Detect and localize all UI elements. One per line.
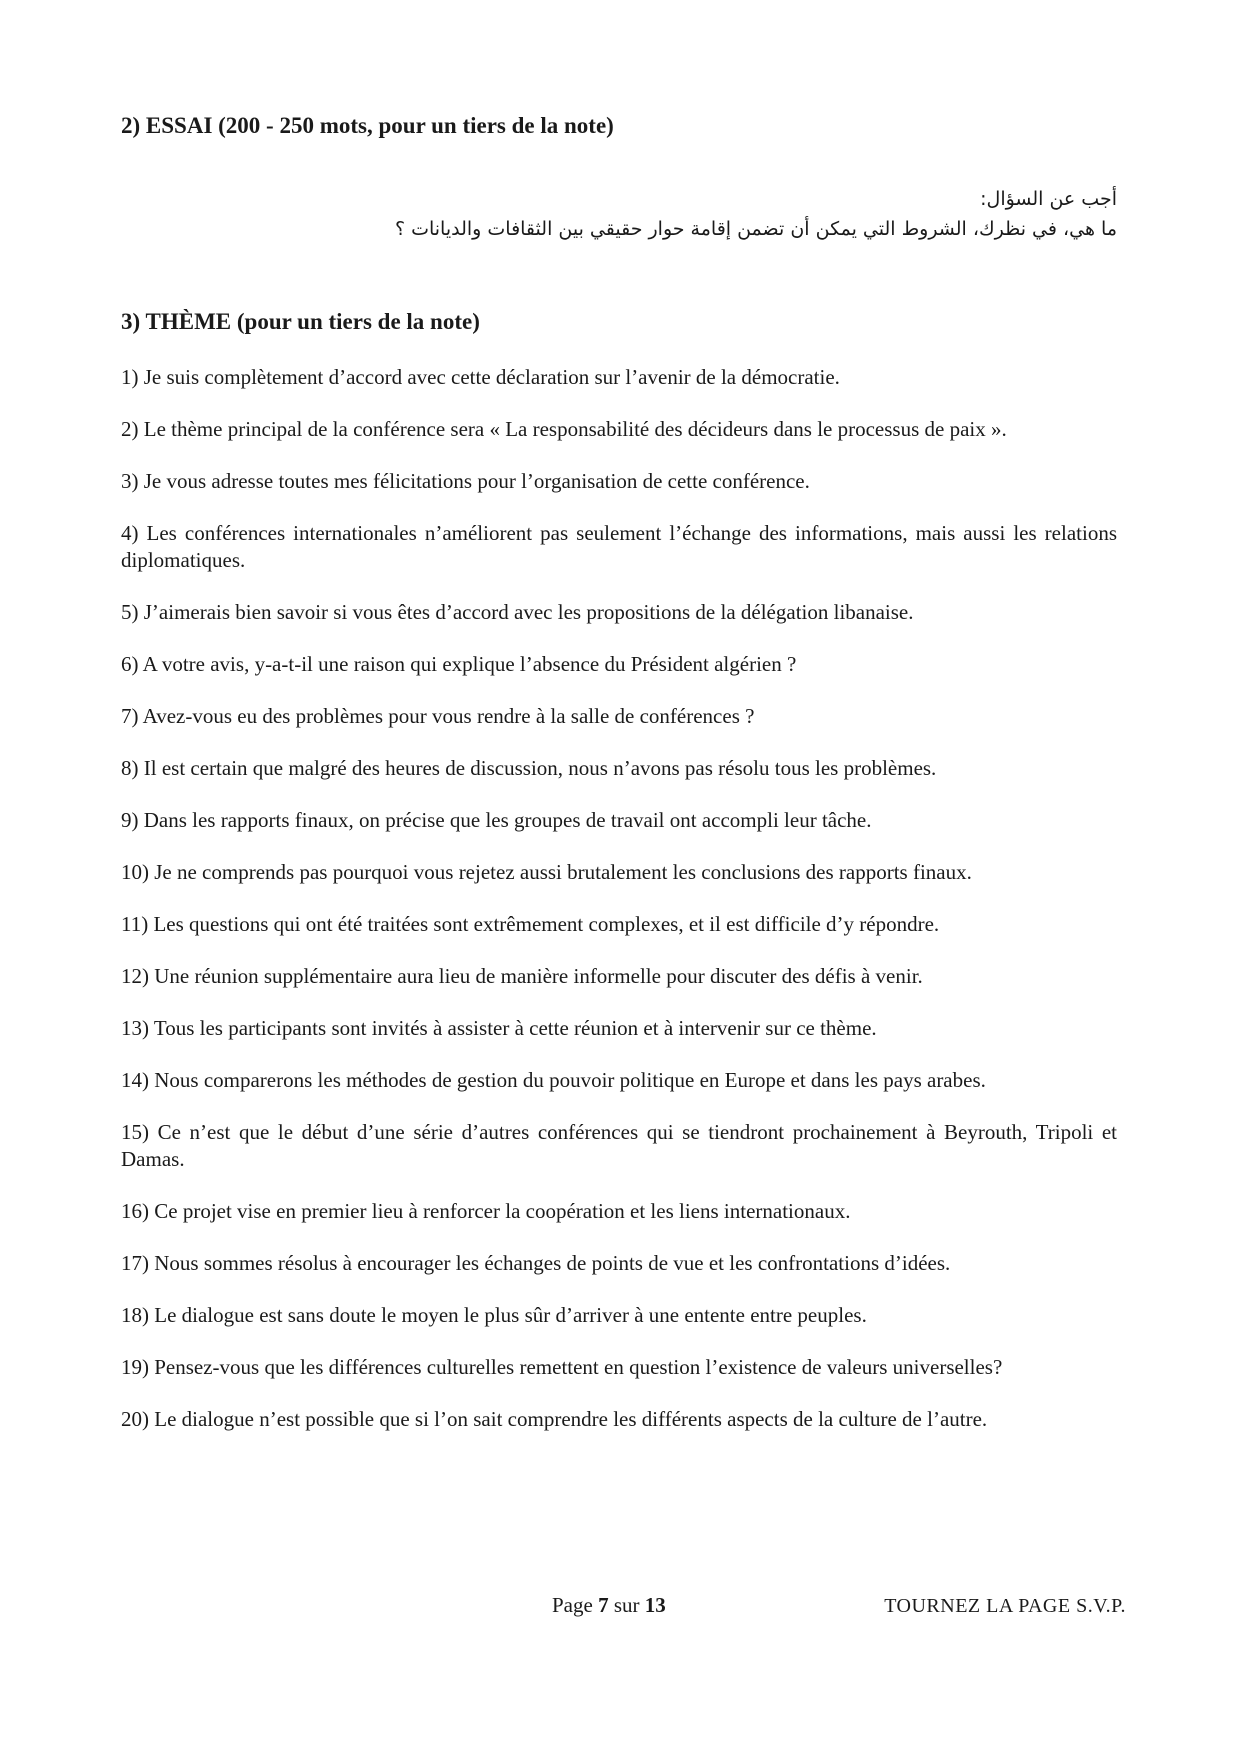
theme-sentence-13: 13) Tous les participants sont invités à assister à cette réunion et à intervenir sur ce thème. bbox=[121, 1016, 877, 1040]
theme-sentence-3: 3) Je vous adresse toutes mes félicitations pour l’organisation de cette conférence. bbox=[121, 469, 810, 493]
page-current: 7 bbox=[598, 1593, 609, 1617]
theme-sentence-16: 16) Ce projet vise en premier lieu à renforcer la coopération et les liens internationaux. bbox=[121, 1199, 851, 1223]
theme-sentence-7: 7) Avez-vous eu des problèmes pour vous rendre à la salle de conférences ? bbox=[121, 704, 755, 728]
theme-sentence-18: 18) Le dialogue est sans doute le moyen le plus sûr d’arriver à une entente entre peuples. bbox=[121, 1303, 867, 1327]
essay-question: ما هي، في نظرك، الشروط التي يمكن أن تضمن إقامة حوار حقيقي بين الثقافات والديانات ؟ bbox=[394, 218, 1117, 240]
theme-sentence-20: 20) Le dialogue n’est possible que si l’on sait comprendre les différents aspects de la culture de l’autre. bbox=[121, 1407, 988, 1431]
theme-sentence-8: 8) Il est certain que malgré des heures de discussion, nous n’avons pas résolu tous les problèmes. bbox=[121, 756, 937, 780]
theme-sentence-10: 10) Je ne comprends pas pourquoi vous rejetez aussi brutalement les conclusions des rapports finaux. bbox=[121, 860, 972, 884]
theme-sentence-17: 17) Nous sommes résolus à encourager les échanges de points de vue et les confrontations d’idées. bbox=[121, 1251, 951, 1275]
theme-sentence-11: 11) Les questions qui ont été traitées sont extrêmement complexes, et il est difficile d’y répondre. bbox=[121, 912, 940, 936]
page-label: Page bbox=[552, 1593, 593, 1617]
theme-sentence-14: 14) Nous comparerons les méthodes de gestion du pouvoir politique en Europe et dans les pays arabes. bbox=[121, 1068, 986, 1092]
turn-page-note: TOURNEZ LA PAGE S.V.P. bbox=[884, 1595, 1126, 1617]
theme-sentence-15: 15) Ce n’est que le début d’une série d’autres conférences qui se tiendront prochainement à Beyrouth, Tripoli et Damas. bbox=[121, 1120, 1117, 1171]
page-number bbox=[552, 1593, 666, 1618]
essay-question-block bbox=[121, 184, 1117, 244]
theme-section-title: 3) THÈME (pour un tiers de la note) bbox=[121, 309, 480, 334]
page-footer bbox=[0, 1593, 1240, 1625]
theme-sentence-1: 1) Je suis complètement d’accord avec cette déclaration sur l’avenir de la démocratie. bbox=[121, 365, 840, 389]
theme-sentence-6: 6) A votre avis, y-a-t-il une raison qui explique l’absence du Président algérien ? bbox=[121, 652, 797, 676]
theme-sentence-list bbox=[121, 364, 1117, 1433]
theme-sentence-9: 9) Dans les rapports finaux, on précise que les groupes de travail ont accompli leur tâche. bbox=[121, 808, 872, 832]
essay-section-title: 2) ESSAI (200 - 250 mots, pour un tiers de la note) bbox=[121, 113, 614, 138]
theme-sentence-12: 12) Une réunion supplémentaire aura lieu de manière informelle pour discuter des défis à venir. bbox=[121, 964, 923, 988]
theme-sentence-2: 2) Le thème principal de la conférence sera « La responsabilité des décideurs dans le processus de paix ». bbox=[121, 417, 1007, 441]
theme-sentence-5: 5) J’aimerais bien savoir si vous êtes d’accord avec les propositions de la délégation libanaise. bbox=[121, 600, 914, 624]
theme-sentence-19: 19) Pensez-vous que les différences culturelles remettent en question l’existence de valeurs universelles? bbox=[121, 1355, 1003, 1379]
page-separator: sur bbox=[613, 1593, 640, 1617]
theme-sentence-4: 4) Les conférences internationales n’améliorent pas seulement l’échange des informations, mais aussi les relations diplomatiques. bbox=[121, 521, 1117, 572]
page-total: 13 bbox=[644, 1593, 666, 1617]
page-content bbox=[121, 112, 1117, 1458]
essay-instruction: أجب عن السؤال: bbox=[980, 188, 1117, 210]
